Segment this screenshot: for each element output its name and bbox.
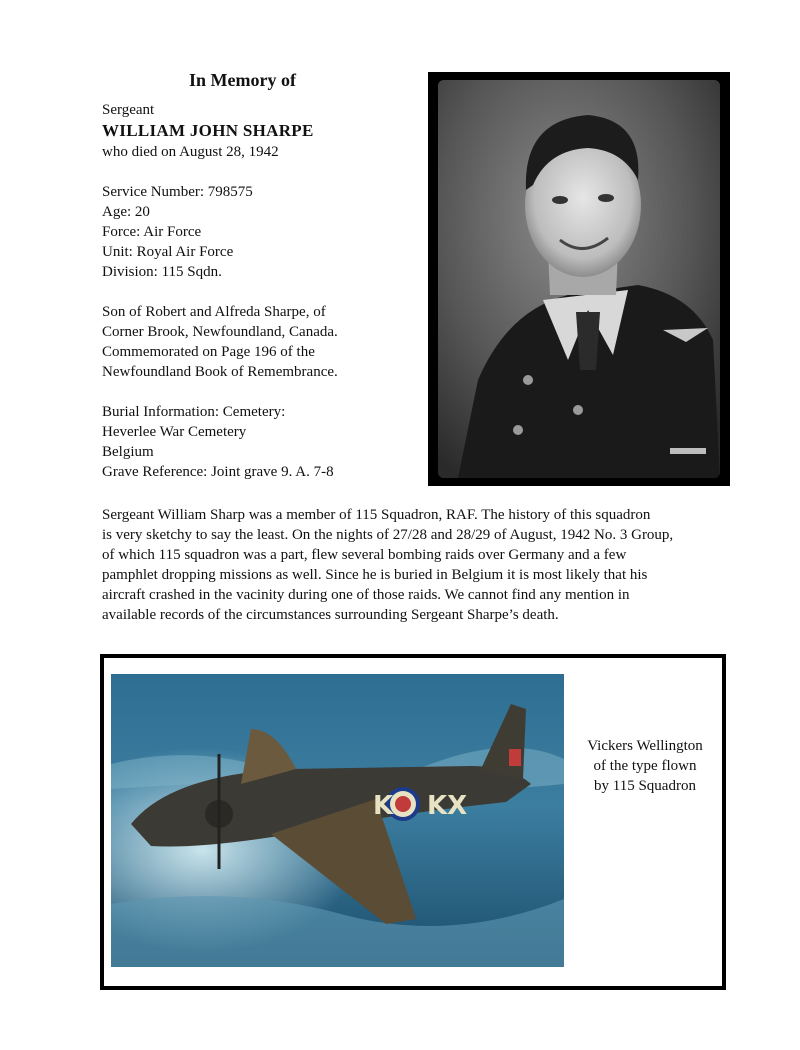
svg-text:K: K <box>373 791 394 821</box>
burial-line: Heverlee War Cemetery <box>102 424 247 440</box>
story-line: Sergeant William Sharp was a member of 115 Squadron, RAF. The history of this squadron <box>102 507 651 523</box>
burial-line: Grave Reference: Joint grave 9. A. 7-8 <box>102 464 334 480</box>
family-line: Newfoundland Book of Remembrance. <box>102 364 338 380</box>
story-line: aircraft crashed in the vacinity during one of those raids. We cannot find any mention in <box>102 587 630 603</box>
family-line: Corner Brook, Newfoundland, Canada. <box>102 324 338 340</box>
story-line: of which 115 squadron was a part, flew several bombing raids over Germany and a few <box>102 547 627 563</box>
unit: Unit: Royal Air Force <box>102 244 234 260</box>
rank: Sergeant <box>102 102 155 118</box>
caption-line: of the type flown <box>593 758 697 774</box>
aircraft-painting <box>111 674 564 967</box>
story-line: available records of the circumstances surrounding Sergeant Sharpe’s death. <box>102 607 559 623</box>
caption-line: by 115 Squadron <box>594 778 696 794</box>
story-line: pamphlet dropping missions as well. Since he is buried in Belgium it is most likely that his <box>102 567 648 583</box>
soldier-name: WILLIAM JOHN SHARPE <box>102 121 314 140</box>
aircraft-caption <box>572 736 718 796</box>
soldier-info <box>102 100 422 482</box>
burial-line: Burial Information: Cemetery: <box>102 404 286 420</box>
family-line: Son of Robert and Alfreda Sharpe, of <box>102 304 326 320</box>
force: Force: Air Force <box>102 224 202 240</box>
caption-line: Vickers Wellington <box>587 738 703 754</box>
portrait-photo <box>438 80 720 478</box>
story-line: is very sketchy to say the least. On the nights of 27/28 and 28/29 of August, 1942 No. 3 Group, <box>102 527 674 543</box>
portrait-frame <box>428 72 730 486</box>
age: Age: 20 <box>102 204 150 220</box>
aircraft-panel <box>100 654 726 990</box>
service-number: Service Number: 798575 <box>102 184 253 200</box>
portrait-illustration <box>438 80 720 478</box>
aircraft-code: KX <box>427 791 468 821</box>
burial-line: Belgium <box>102 444 154 460</box>
memorial-heading: In Memory of <box>189 70 296 90</box>
family-line: Commemorated on Page 196 of the <box>102 344 315 360</box>
wellington-bomber-illustration <box>111 674 564 967</box>
death-date: who died on August 28, 1942 <box>102 144 279 160</box>
division: Division: 115 Sqdn. <box>102 264 222 280</box>
story-paragraph <box>102 505 752 625</box>
